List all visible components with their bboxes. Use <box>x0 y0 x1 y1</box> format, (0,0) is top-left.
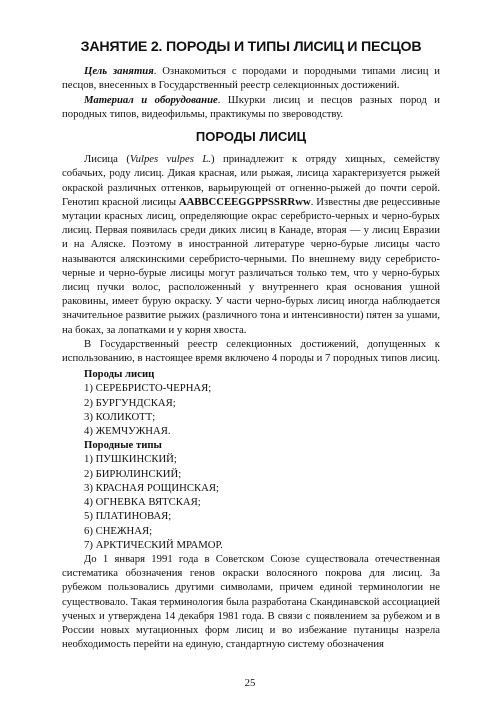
types-heading: Породные типы <box>84 439 162 452</box>
goal-label: Цель занятия <box>84 65 154 78</box>
materials-label: Материал и оборудование <box>84 93 218 106</box>
goal-text: . Ознакомиться с породами и породными типами лисиц и песцов, внесенных в Государственный реестр селекционных достижений. <box>62 65 440 92</box>
para1-text-2: ) принадлежит к отряду хищных, семейству собачьих, роду лисиц. Дикая красная, или рыжая, лисица характеризуется рыжей окраской различных оттенков, варьирующей от огненно-рыжей до почти серой. Генотип красной лисицы <box>62 153 440 208</box>
para1-text-1: Лисица ( <box>84 153 130 166</box>
breeds-list <box>84 367 440 552</box>
lesson-title: ЗАНЯТИЕ 2. ПОРОДЫ И ТИПЫ ЛИСИЦ И ПЕСЦОВ <box>80 39 422 55</box>
list-item: 3) КРАСНАЯ РОЩИНСКАЯ; <box>84 481 219 494</box>
list-item: 1) СЕРЕБРИСТО-ЧЕРНАЯ; <box>84 382 212 395</box>
list-item: 2) БИРЮЛИНСКИЙ; <box>84 467 182 480</box>
list-item: 7) АРКТИЧЕСКИЙ МРАМОР. <box>84 538 223 551</box>
section-title: ПОРОДЫ ЛИСИЦ <box>195 129 307 145</box>
para1-text-3: . Известны две рецессивные мутации красных лисиц, определяющие окрас серебристо-черных и черно-бурых лисиц. Первая появилась среди диких лисиц в Канаде, вторая — у лисиц Евразии и на Аляске. Поэтому в иностранной литературе черно-бурые лисицы часто называются аляскинскими серебристо-черными. По внешнему виду серебристо-черные и черно-бурые лисицы могут различаться только тем, что у черно-бурых лисиц пучки волос, расположенный у внутреннего края основания ушной раковины, имеет бурую окраску. У части черно-бурых лисиц иногда наблюдается значительное развитие рыжих (различного тона и интенсивности) пятен за ушами, на боках, за лопатками и у корня хвоста. <box>62 195 440 336</box>
history-paragraph: До 1 января 1991 года в Советском Союзе существовала отечественная систематика обозначения генов окраски волосяного покрова для лисиц. За рубежом пользовались другими символами, причем единой терминологии не существовало. Такая терминология была разработана Скандинавской ассоциацией ученых и утверждена 14 декабря 1981 года. В связи с появлением за рубежом и в России новых мутационных форм лисиц и во избежание путаницы назрела необходимость перейти на единую, стандартную систему обозначения <box>62 552 440 651</box>
list-item: 2) БУРГУНДСКАЯ; <box>84 396 176 409</box>
list-item: 4) ЖЕМЧУЖНАЯ. <box>84 425 171 438</box>
goal-paragraph <box>62 64 440 92</box>
fox-description-paragraph <box>62 152 440 337</box>
list-item: 3) КОЛИКОТТ; <box>84 410 156 423</box>
list-item: 1) ПУШКИНСКИЙ; <box>84 453 177 466</box>
registry-paragraph: В Государственный реестр селекционных достижений, допущенных к использованию, в настоящее время включено 4 породы и 7 породных типов лисиц. <box>62 337 440 365</box>
list-item: 6) СНЕЖНАЯ; <box>84 524 153 537</box>
materials-paragraph <box>62 93 440 121</box>
list-item: 5) ПЛАТИНОВАЯ; <box>84 510 172 523</box>
latin-name: Vulpes vulpes L. <box>129 153 211 166</box>
breeds-heading: Породы лисиц <box>84 368 155 381</box>
page-number: 25 <box>244 677 256 689</box>
materials-text: . Шкурки лисиц и песцов разных пород и породных типов, видеофильмы, практикумы по звероводству. <box>62 93 440 120</box>
list-item: 4) ОГНЕВКА ВЯТСКАЯ; <box>84 496 201 509</box>
genotype: AABBCCEEGGPPSSRRww <box>178 195 311 208</box>
